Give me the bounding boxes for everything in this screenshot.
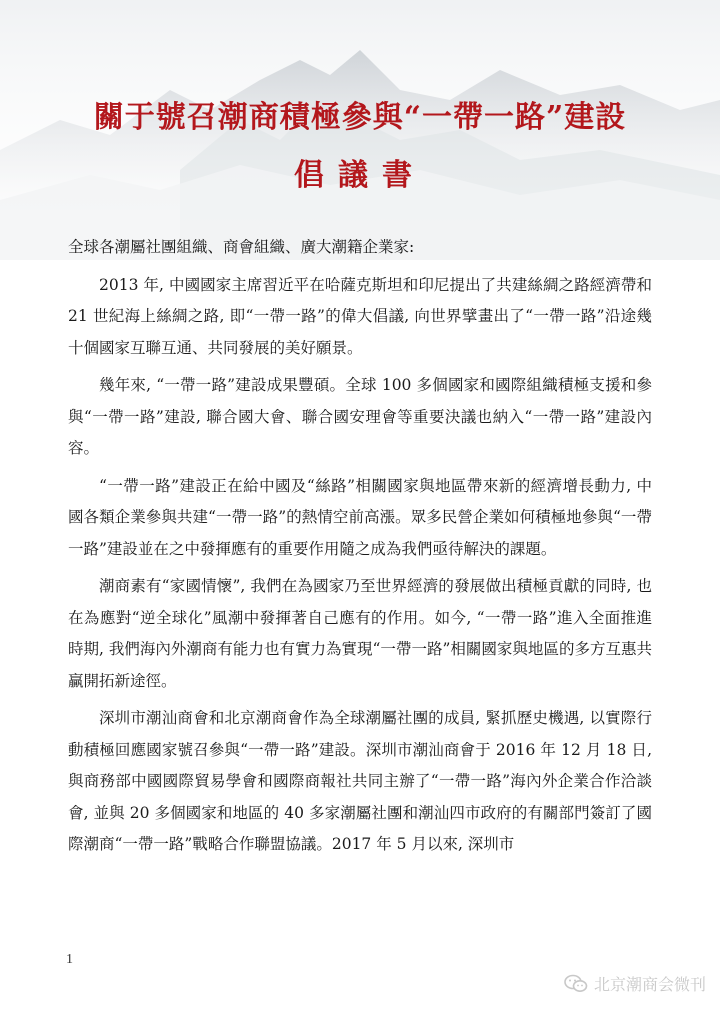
watermark xyxy=(564,972,706,995)
document-title: 關于號召潮商積極參與“一帶一路”建設 xyxy=(93,100,627,135)
salutation: 全球各潮屬社團組織、商會組織、廣大潮籍企業家: xyxy=(68,238,415,256)
paragraph: 潮商素有“家國情懷”, 我們在為國家乃至世界經濟的發展做出積極貢獻的同時, 也在為應對“逆全球化”風潮中發揮著自己應有的作用。如今, “一帶一路”進入全面推進時期, 我們海內外潮商有能力也有實力為實現“一帶一路”相關國家與地區的多方互惠共贏開拓新途徑。 xyxy=(68,577,652,690)
paragraph: 幾年來, “一帶一路”建設成果豐碩。全球 100 多個國家和國際組織積極支援和參與“一帶一路”建設, 聯合國大會、聯合國安理會等重要決議也納入“一帶一路”建設內容。 xyxy=(68,376,652,457)
paragraph: 深圳市潮汕商會和北京潮商會作為全球潮屬社團的成員, 緊抓歷史機遇, 以實際行動積極回應國家號召參與“一帶一路”建設。深圳市潮汕商會于 2016 年 12 月 18 日, 與商務部中國國際貿易學會和國際商報社共同主辦了“一帶一路”海內外企業合作洽談會, 並與 20 多個國家和地區的 40 多家潮屬社團和潮汕四市政府的有關部門簽訂了國際潮商“一帶一路”戰略合作聯盟協議。2017 年 5 月以來, 深圳市 xyxy=(68,709,652,853)
document-body xyxy=(68,232,652,867)
document-subtitle: 倡議書 xyxy=(294,158,426,193)
paragraph: “一帶一路”建設正在給中國及“絲路”相關國家與地區帶來新的經濟增長動力, 中國各類企業參與共建“一帶一路”的熱情空前高漲。眾多民營企業如何積極地參與“一帶一路”建設並在之中發揮應有的重要作用隨之成為我們亟待解決的課題。 xyxy=(68,476,652,558)
paragraph: 2013 年, 中國國家主席習近平在哈薩克斯坦和印尼提出了共建絲綢之路經濟帶和 21 世紀海上絲綢之路, 即“一帶一路”的偉大倡議, 向世界擘畫出了“一帶一路”沿途幾十個國家互聯互通、共同發展的美好願景。 xyxy=(68,275,652,357)
watermark-text: 北京潮商会微刊 xyxy=(593,975,706,994)
wechat-icon xyxy=(564,974,588,994)
page-number: 1 xyxy=(66,952,73,967)
